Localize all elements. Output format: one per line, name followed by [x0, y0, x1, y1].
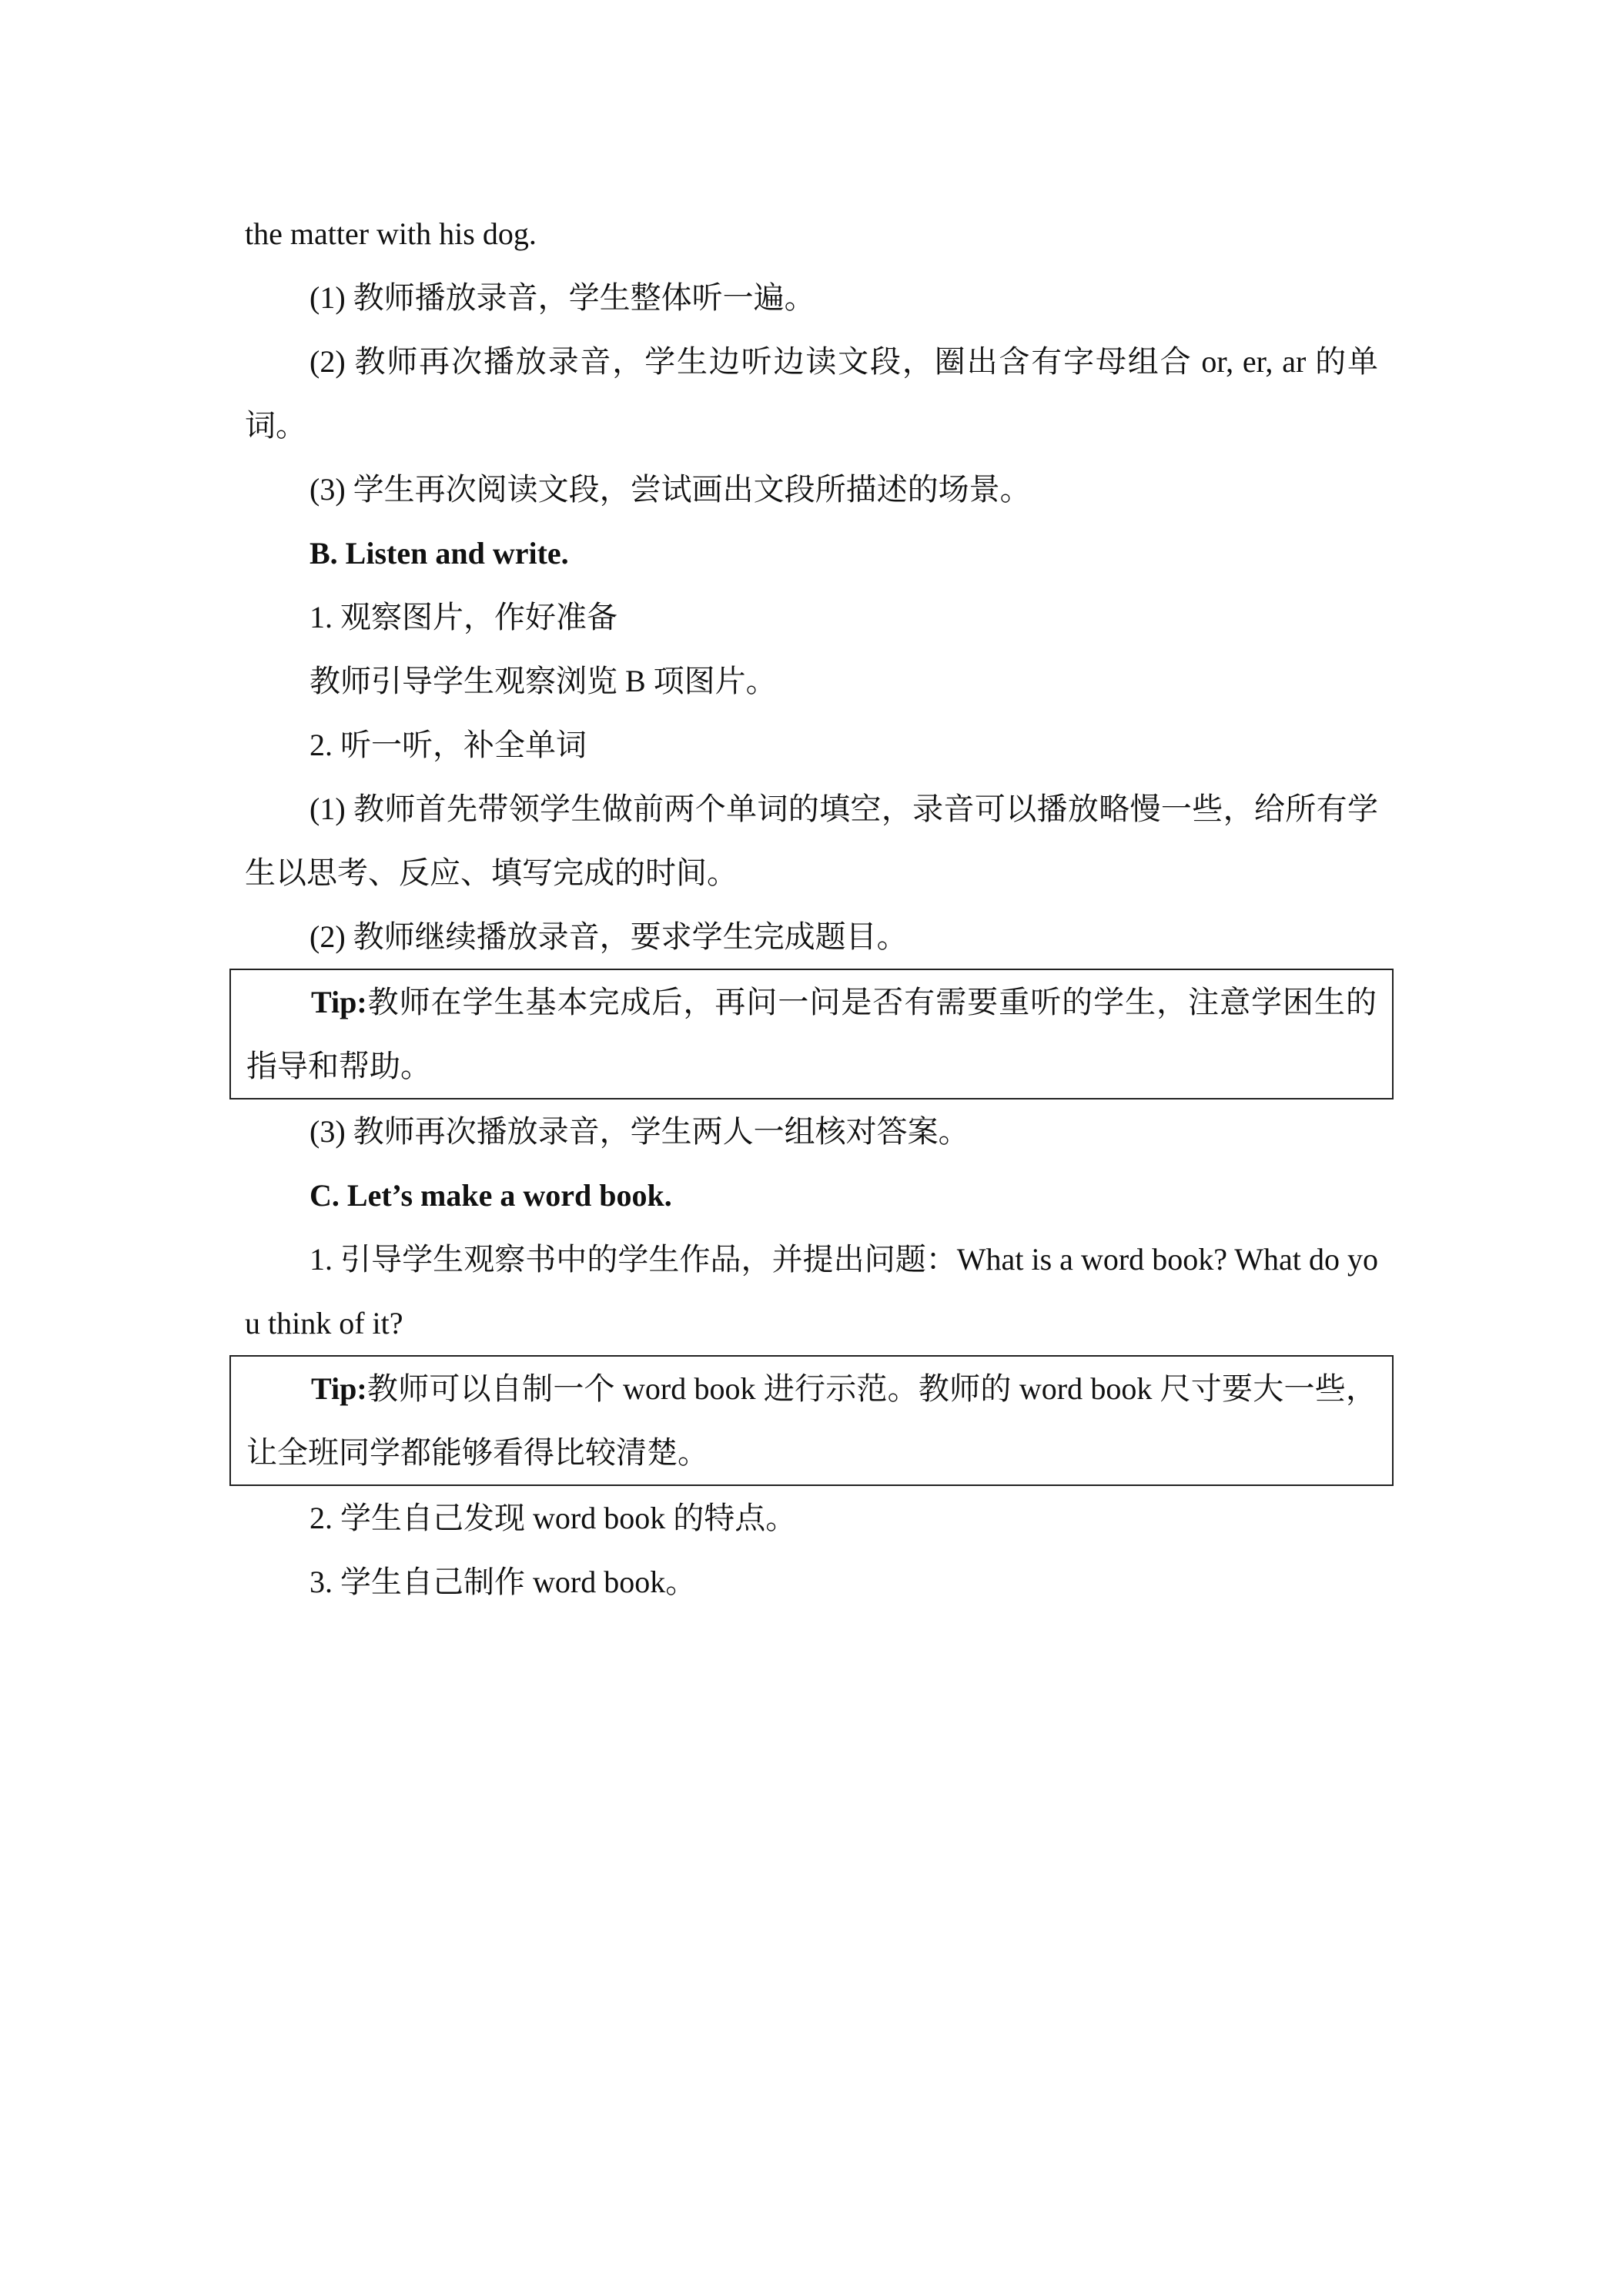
tip-label: Tip:	[311, 985, 367, 1019]
tip-label: Tip:	[311, 1371, 367, 1406]
section-b-step-2-2: (2) 教师继续播放录音，要求学生完成题目。	[310, 919, 908, 954]
section-c-step-1: 1. 引导学生观察书中的学生作品，并提出问题：What is a word book? What do you think of it?	[245, 1242, 1378, 1340]
document-body	[245, 202, 1378, 1614]
tip-body: 教师在学生基本完成后，再问一问是否有需要重听的学生，注意学困生的指导和帮助。	[246, 985, 1377, 1083]
tip-box-1	[229, 969, 1394, 1099]
section-b-step-1: 1. 观察图片，作好准备	[310, 600, 617, 634]
step-a-1: (1) 教师播放录音，学生整体听一遍。	[310, 280, 815, 315]
section-b-step-2: 2. 听一听，补全单词	[310, 728, 587, 762]
tip-box-2	[229, 1355, 1394, 1486]
section-c-step-3: 3. 学生自己制作 word book。	[310, 1565, 697, 1599]
section-b-heading: B. Listen and write.	[310, 536, 569, 571]
section-c-heading: C. Let’s make a word book.	[310, 1178, 672, 1213]
section-b-step-2-3: (3) 教师再次播放录音，学生两人一组核对答案。	[310, 1114, 969, 1149]
step-a-2: (2) 教师再次播放录音，学生边听边读文段，圈出含有字母组合 or, er, ar 的单词。	[245, 344, 1378, 443]
section-b-step-2-1: (1) 教师首先带领学生做前两个单词的填空，录音可以播放略慢一些，给所有学生以思考、反应、填写完成的时间。	[245, 792, 1378, 890]
tip-body: 教师可以自制一个 word book 进行示范。教师的 word book 尺寸要大一些，让全班同学都能够看得比较清楚。	[246, 1371, 1377, 1470]
section-b-step-1-detail: 教师引导学生观察浏览 B 项图片。	[310, 664, 777, 698]
tip-box-1-text	[246, 970, 1377, 1098]
paragraph-continuation: the matter with his dog.	[245, 216, 537, 251]
step-a-3: (3) 学生再次阅读文段，尝试画出文段所描述的场景。	[310, 472, 1031, 507]
section-c-step-2: 2. 学生自己发现 word book 的特点。	[310, 1501, 797, 1535]
tip-box-2-text	[246, 1357, 1377, 1484]
